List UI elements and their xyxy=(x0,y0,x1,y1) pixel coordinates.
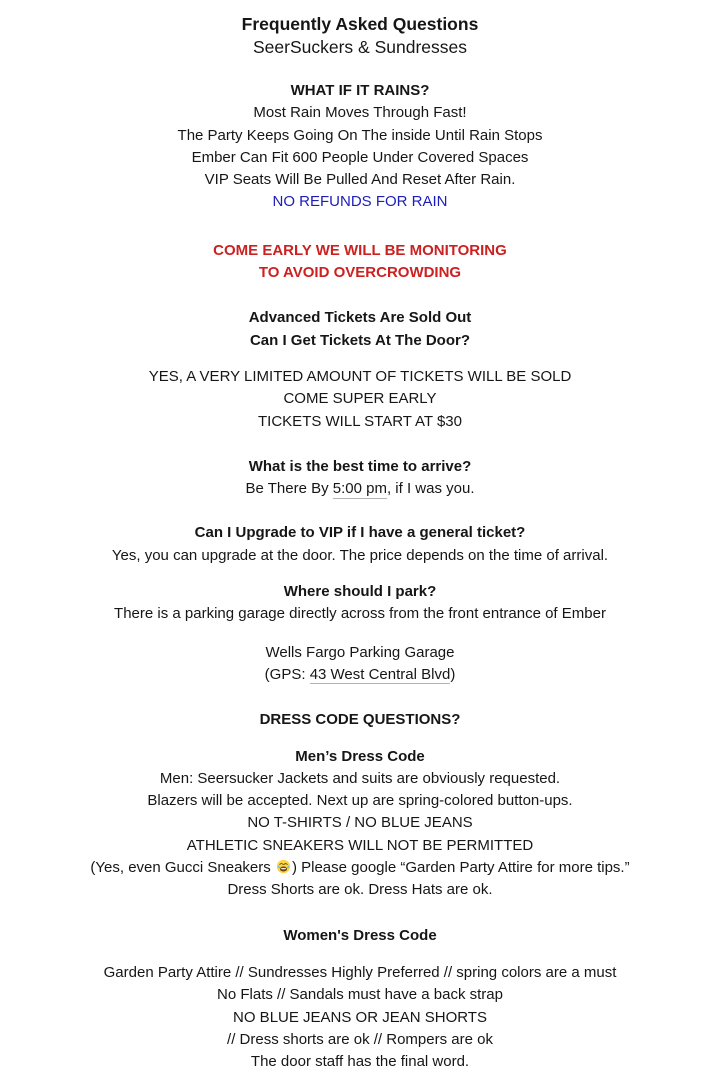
gps-suffix: ) xyxy=(450,665,456,683)
dress-code-heading: DRESS CODE QUESTIONS? xyxy=(259,711,461,729)
parking-answer: There is a parking garage directly across from the front entrance of Ember xyxy=(114,605,606,623)
arrival-answer-prefix: Be There By xyxy=(245,480,333,498)
garage-name: Wells Fargo Parking Garage xyxy=(265,643,455,661)
section-parking xyxy=(0,581,720,626)
no-refunds-notice: NO REFUNDS FOR RAIN xyxy=(272,193,448,211)
vip-upgrade-question: Can I Upgrade to VIP if I have a general ticket? xyxy=(194,524,526,542)
door-tickets-question: Can I Get Tickets At The Door? xyxy=(249,331,471,349)
face-with-tears-of-joy-emoji xyxy=(275,859,292,876)
gps-address: 43 West Central Blvd xyxy=(309,665,451,683)
warning-line: COME EARLY WE WILL BE MONITORING xyxy=(213,241,507,259)
mens-dress-code-line: Blazers will be accepted. Next up are spring-colored button-ups. xyxy=(147,792,573,810)
arrival-question: What is the best time to arrive? xyxy=(248,457,472,475)
warning-line: TO AVOID OVERCROWDING xyxy=(258,264,462,282)
section-parking-garage xyxy=(0,642,720,687)
womens-dress-code-line: Garden Party Attire // Sundresses Highly Preferred // spring colors are a must xyxy=(103,963,617,981)
door-tickets-answer: TICKETS WILL START AT $30 xyxy=(258,412,462,430)
door-tickets-question: Advanced Tickets Are Sold Out xyxy=(248,309,472,327)
rain-line: Most Rain Moves Through Fast! xyxy=(253,104,467,122)
door-tickets-answer: YES, A VERY LIMITED AMOUNT OF TICKETS WILL BE SOLD xyxy=(148,367,572,385)
parking-question: Where should I park? xyxy=(283,583,437,601)
page-subtitle: SeerSuckers & Sundresses xyxy=(253,37,467,57)
arrival-time: 5:00 pm xyxy=(332,480,387,498)
section-womens-dress-code-body xyxy=(0,962,720,1073)
womens-dress-code-line: No Flats // Sandals must have a back strap xyxy=(217,986,503,1004)
garage-gps xyxy=(0,664,720,686)
section-warning xyxy=(0,240,720,285)
rain-heading: WHAT IF IT RAINS? xyxy=(290,82,430,99)
arrival-answer xyxy=(0,478,720,500)
womens-dress-code-heading: Women's Dress Code xyxy=(283,926,437,944)
section-mens-dress-code xyxy=(0,746,720,902)
section-rain xyxy=(0,80,720,214)
door-tickets-answer: COME SUPER EARLY xyxy=(283,390,437,408)
section-vip-upgrade xyxy=(0,522,720,567)
womens-dress-code-line: // Dress shorts are ok // Rompers are ok xyxy=(227,1030,493,1048)
gucci-line-prefix: (Yes, even Gucci Sneakers xyxy=(90,859,275,877)
section-womens-dress-code-heading xyxy=(0,925,720,947)
arrival-answer-suffix: , if I was you. xyxy=(386,480,475,498)
mens-dress-code-line: Men: Seersucker Jackets and suits are obviously requested. xyxy=(159,769,561,787)
page-title: Frequently Asked Questions xyxy=(241,14,479,34)
mens-dress-code-line: NO T-SHIRTS / NO BLUE JEANS xyxy=(247,814,473,832)
rain-line: The Party Keeps Going On The inside Until Rain Stops xyxy=(177,126,543,144)
gucci-line-suffix: ) Please google “Garden Party Attire for more tips.” xyxy=(291,859,630,877)
gps-prefix: (GPS: xyxy=(264,665,310,683)
section-door-tickets-answer xyxy=(0,366,720,433)
section-door-tickets-question xyxy=(0,307,720,352)
mens-dress-code-gucci-line xyxy=(0,857,720,879)
womens-dress-code-line: NO BLUE JEANS OR JEAN SHORTS xyxy=(233,1008,487,1026)
vip-upgrade-answer: Yes, you can upgrade at the door. The price depends on the time of arrival. xyxy=(111,546,609,564)
rain-line: Ember Can Fit 600 People Under Covered Spaces xyxy=(191,148,529,166)
rain-line: VIP Seats Will Be Pulled And Reset After Rain. xyxy=(204,171,516,189)
section-arrival xyxy=(0,456,720,501)
womens-dress-code-line: The door staff has the final word. xyxy=(250,1053,470,1071)
section-dress-code xyxy=(0,709,720,731)
mens-dress-code-line: ATHLETIC SNEAKERS WILL NOT BE PERMITTED xyxy=(186,836,534,854)
mens-dress-code-closing: Dress Shorts are ok. Dress Hats are ok. xyxy=(227,881,493,899)
mens-dress-code-heading: Men’s Dress Code xyxy=(295,747,425,765)
